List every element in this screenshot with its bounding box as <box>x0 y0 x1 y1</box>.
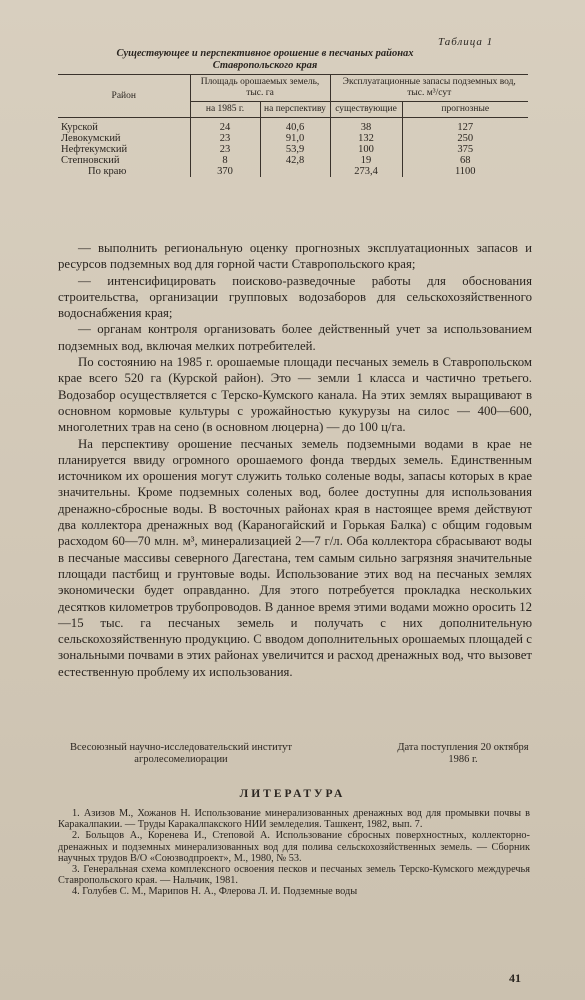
cell-area-persp <box>260 166 330 177</box>
table-row <box>58 155 528 166</box>
references-list <box>58 808 530 898</box>
cell-area-1985: 370 <box>190 166 260 177</box>
reference-item: 4. Голубев С. М., Марипов Н. А., Флерова Л. И. Подземные воды <box>72 886 358 898</box>
table-row <box>58 144 528 155</box>
cell-existing: 38 <box>330 118 402 134</box>
cell-area-1985: 23 <box>190 144 260 155</box>
header-water: Эксплуатационные запасы подземных вод, тыс. м³/сут <box>330 75 528 102</box>
reference-item: 3. Генеральная схема комплексного освоения песков и песчаных земель Терско-Кумского междуречья Ставропольского края. — Нальчик, 1981. <box>58 864 530 887</box>
cell-region: Нефтекумский <box>58 144 190 155</box>
table-title: Существующее и перспективное орошение в песчаных районах Ставропольского края <box>116 48 414 71</box>
table-row <box>58 118 528 134</box>
cell-area-1985: 23 <box>190 133 260 144</box>
cell-existing: 132 <box>330 133 402 144</box>
cell-area-persp: 42,8 <box>260 155 330 166</box>
reference-item: 1. Азизов М., Хожанов Н. Использование минерализованных дренажных вод для промывки почвы в Каракалпакии. — Труды Каракалпакского НИИ земледелия. Ташкент, 1982, вып. 7. <box>58 808 530 831</box>
table-row-total <box>58 166 528 177</box>
paragraph: — органам контроля организовать более действенный учет за использованием подземных вод, включая мелких потребителей. <box>58 322 532 353</box>
cell-area-persp: 91,0 <box>260 133 330 144</box>
body-text <box>58 240 532 680</box>
paragraph: На перспективу орошение песчаных земель подземными водами в крае не планируется ввиду огромного орошаемого фонда твердых земель. Единственным источником их орошения могут служить только соленые воды, запасы которых в крае значительны. Кроме подземных соленых вод, более доступны для использования дренажно-сбросные воды. В восточных районах края в настоящее время действуют два коллектора дренажных вод (Караногайский и Горькая Балка) с общим годовым расходом 60—70 млн. м³, минерализацией 2—7 г/л. Оба коллектора сбрасывают воды в песчаные массивы северного Дагестана, тем самым сильно загрязняя значительные площади пастбищ и грунтовые воды. Использование этих вод на песчаных землях экономически будет оправданно. Для этого потребуется прокладка нескольких десятков километров трубопроводов. В данное время этими водами можно оросить 12—15 тыс. га песчаных земель и получать с них дополнительную сельскохозяйственную продукцию. С вводом дополнительных орошаемых площадей с зональными почвами в этих районах увеличится и расход дренажных вод, что вызовет естественную проблему их использования. <box>58 436 532 679</box>
cell-forecast: 250 <box>457 133 474 144</box>
cell-existing: 273,4 <box>330 166 402 177</box>
cell-existing: 100 <box>330 144 402 155</box>
cell-region: Курской <box>58 118 190 134</box>
cell-area-persp: 53,9 <box>260 144 330 155</box>
cell-area-1985: 8 <box>190 155 260 166</box>
table-row <box>58 133 528 144</box>
institution: Всесоюзный научно-исследовательский институт агролесомелиорации <box>70 742 292 765</box>
reference-item: 2. Больщов А., Коренева И., Степовой А. Использование сбросных поверхностных, коллекторно-дренажных и подземных минерализованных вод для полива сельскохозяйственных земель. — Сборник научных трудов В/О «Союзводпроект», М., 1980, № 53. <box>58 830 530 864</box>
header-area: Площадь орошаемых земель, тыс. га <box>190 75 330 102</box>
cell-forecast: 68 <box>460 155 471 166</box>
header-1985: на 1985 г. <box>190 102 260 118</box>
paragraph: По состоянию на 1985 г. орошаемые площади песчаных земель в Ставропольском крае всего 520 га (Курской район). Это — земли 1 класса и частично третьего. Водозабор осуществляется с Терско-Кумского канала. На этих землях выращивают в основном кормовые культуры с урожайностью кукурузы на силос — 400—600, многолетних трав на сено (в основном люцерна) — до 100 ц/га. <box>58 355 532 435</box>
received-date: Дата поступления 20 октября 1986 г. <box>397 742 529 765</box>
cell-region: По краю <box>58 166 190 177</box>
cell-region: Левокумский <box>58 133 190 144</box>
cell-region: Степновский <box>58 155 190 166</box>
cell-forecast: 1100 <box>454 166 476 177</box>
cell-area-persp: 40,6 <box>260 118 330 134</box>
cell-existing: 19 <box>330 155 402 166</box>
table-label: Таблица 1 <box>438 36 494 48</box>
irrigation-table <box>58 74 528 177</box>
literature-heading: ЛИТЕРАТУРА <box>239 788 346 800</box>
cell-area-1985: 24 <box>190 118 260 134</box>
paragraph: — интенсифицировать поисково-разведочные работы для обоснования строительства, организации групповых водозаборов для сельскохозяйственного водоснабжения края; <box>58 273 532 321</box>
header-region: Район <box>58 75 190 118</box>
header-existing: существующие <box>330 102 402 118</box>
page-number: 41 <box>509 971 521 985</box>
cell-forecast: 375 <box>457 144 474 155</box>
header-forecast: прогнозные <box>402 102 528 118</box>
cell-forecast: 127 <box>457 122 474 133</box>
header-perspective: на перспективу <box>260 102 330 118</box>
paragraph: — выполнить региональную оценку прогнозных эксплуатационных запасов и ресурсов подземных вод для горной части Ставропольского края; <box>58 241 532 272</box>
